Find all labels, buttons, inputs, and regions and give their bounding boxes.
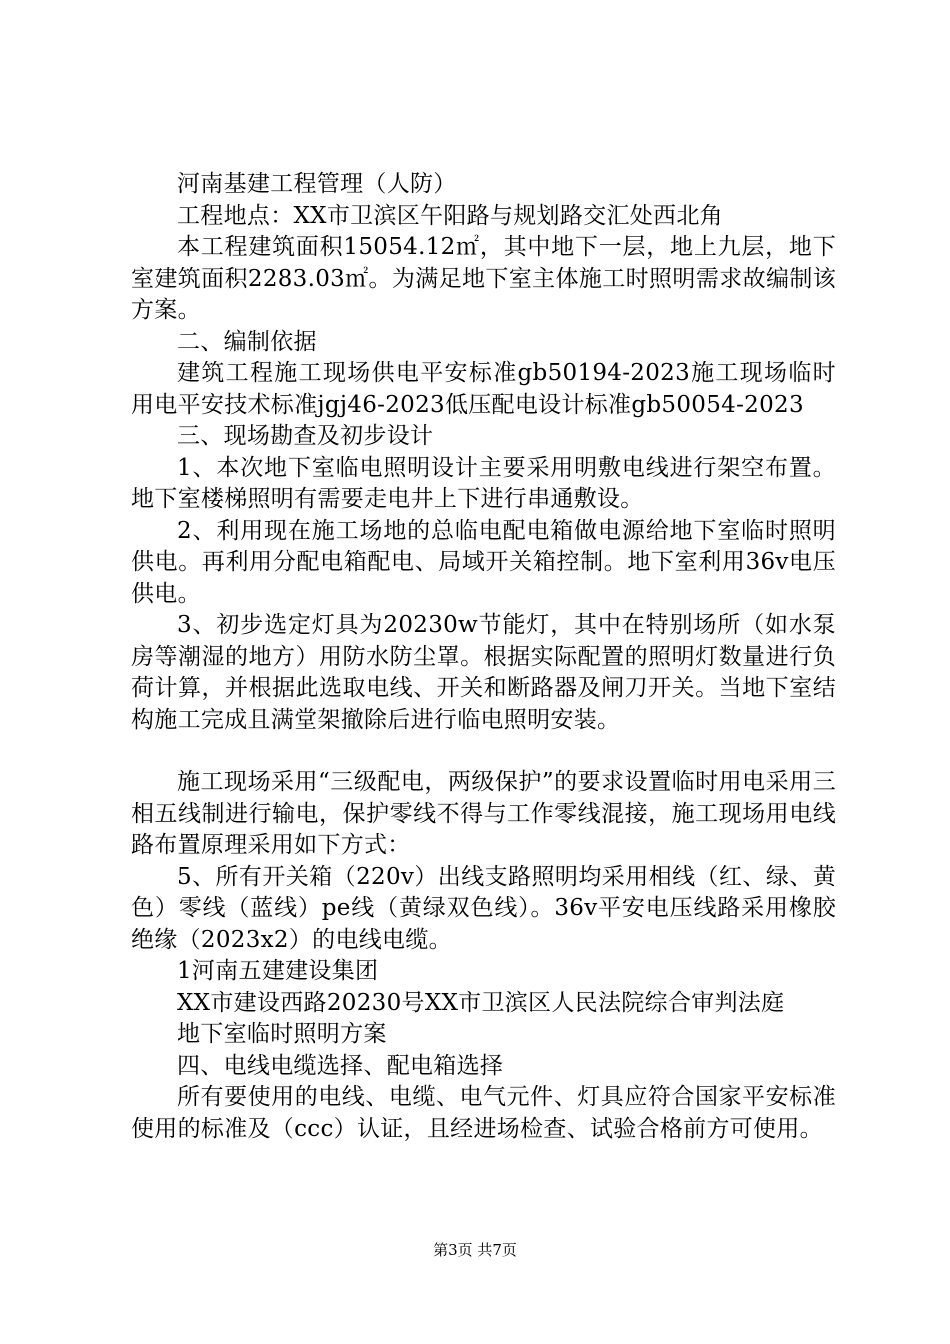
paragraph-item-1: 1、本次地下室临电照明设计主要采用明敷电线进行架空布置。地下室楼梯照明有需要走电井上下进行串通敷设。 <box>131 454 836 512</box>
paragraph-gap <box>131 736 836 767</box>
document-body <box>131 169 836 1145</box>
paragraph-project-overview: 本工程建筑面积15054.12㎡，其中地下一层，地上九层，地下室建筑面积2283.03㎡。为满足地下室主体施工时照明需求故编制该方案。 <box>131 234 836 323</box>
paragraph-project-location: 工程地点：XX市卫滨区午阳路与规划路交汇处西北角 <box>177 202 723 229</box>
paragraph-distribution: 施工现场采用“三级配电，两级保护”的要求设置临时用电采用三相五线制进行输电，保护零线不得与工作零线混接，施工现场用电线路布置原理采用如下方式： <box>131 769 836 858</box>
paragraph-item-3: 3、初步选定灯具为20230w节能灯，其中在特别场所（如水泵房等潮湿的地方）用防水防尘罩。根据实际配置的照明灯数量进行负荷计算，并根据此选取电线、开关和断路器及闸刀开关。当地下室结构施工完成且满堂架撤除后进行临电照明安装。 <box>131 612 836 733</box>
paragraph-project-title: 河南基建工程管理（人防） <box>177 171 457 197</box>
section-heading-survey: 三、现场勘查及初步设计 <box>177 423 434 449</box>
section-heading-basis: 二、编制依据 <box>177 328 317 355</box>
paragraph-company: 1河南五建建设集团 <box>177 958 379 984</box>
paragraph-address: XX市建设西路20230号XX市卫滨区人民法院综合审判法庭 <box>177 989 785 1016</box>
section-heading-cable: 四、电线电缆选择、配电箱选择 <box>177 1052 504 1079</box>
page-number: 第3页 共7页 <box>433 1241 517 1259</box>
paragraph-item-2: 2、利用现在施工场地的总临电配电箱做电源给地下室临时照明供电。再利用分配电箱配电、局域开关箱控制。地下室利用36v电压供电。 <box>131 517 836 607</box>
paragraph-certification: 所有要使用的电线、电缆、电气元件、灯具应符合国家平安标准使用的标准及（ccc）认证，且经进场检查、试验合格前方可使用。 <box>131 1084 836 1142</box>
paragraph-standards: 建筑工程施工现场供电平安标准gb50194-2023施工现场临时用电平安技术标准jgj46-2023低压配电设计标准gb50054-2023 <box>131 360 836 418</box>
paragraph-plan-name: 地下室临时照明方案 <box>177 1021 387 1047</box>
paragraph-item-5: 5、所有开关箱（220v）出线支路照明均采用相线（红、绿、黄色）零线（蓝线）pe线（黄绿双色线）。36v平安电压线路采用橡胶绝缘（2023x2）的电线电缆。 <box>131 863 836 953</box>
